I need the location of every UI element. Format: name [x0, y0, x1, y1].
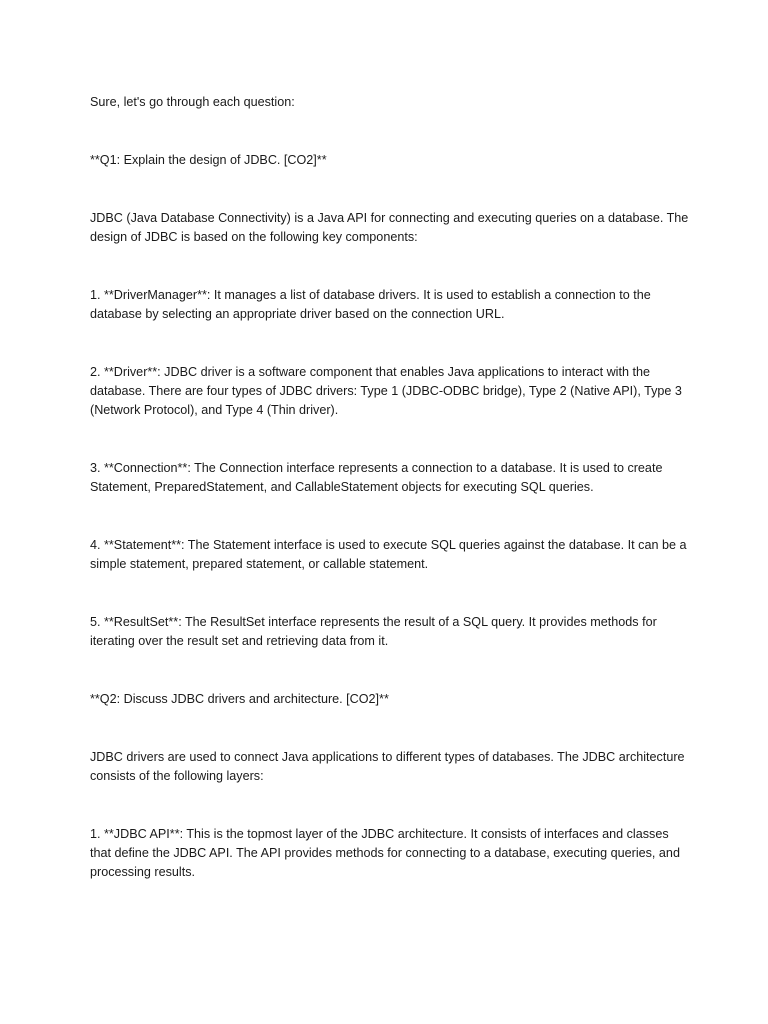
drivermanager-paragraph: 1. **DriverManager**: It manages a list of database drivers. It is used to establish a connection to the database by selecting an appropriate driver based on the connection URL.	[90, 288, 655, 321]
document-page	[90, 93, 690, 882]
q2-heading: **Q2: Discuss JDBC drivers and architecture. [CO2]**	[90, 692, 389, 706]
drivers-architecture-paragraph: JDBC drivers are used to connect Java applications to different types of databases. The JDBC architecture consists of the following layers:	[90, 750, 689, 783]
connection-paragraph: 3. **Connection**: The Connection interface represents a connection to a database. It is used to create Statement, PreparedStatement, and CallableStatement objects for executing SQL queries.	[90, 461, 666, 494]
resultset-paragraph: 5. **ResultSet**: The ResultSet interface represents the result of a SQL query. It provides methods for iterating over the result set and retrieving data from it.	[90, 615, 661, 648]
jdbc-intro-paragraph: JDBC (Java Database Connectivity) is a Java API for connecting and executing queries on a database. The design of JDBC is based on the following key components:	[90, 211, 692, 244]
intro-line: Sure, let's go through each question:	[90, 95, 295, 109]
statement-paragraph: 4. **Statement**: The Statement interface is used to execute SQL queries against the database. It can be a simple statement, prepared statement, or callable statement.	[90, 538, 690, 571]
driver-paragraph: 2. **Driver**: JDBC driver is a software component that enables Java applications to interact with the database. There are four types of JDBC drivers: Type 1 (JDBC-ODBC bridge), Type 2 (Native API), Type 3 (Network Protocol), and Type 4 (Thin driver).	[90, 365, 686, 417]
jdbc-api-paragraph: 1. **JDBC API**: This is the topmost layer of the JDBC architecture. It consists of interfaces and classes that define the JDBC API. The API provides methods for connecting to a database, executing queries, and processing results.	[90, 827, 684, 879]
q1-heading: **Q1: Explain the design of JDBC. [CO2]**	[90, 153, 327, 167]
